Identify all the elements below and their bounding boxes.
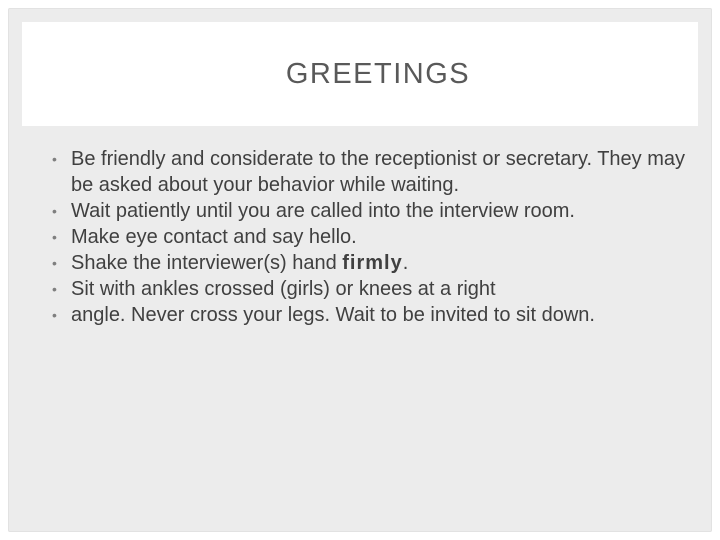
bullet-text: angle. Never cross your legs. Wait to be invited to sit down. <box>71 304 595 326</box>
list-item <box>52 198 692 224</box>
bullet-icon: • <box>52 229 57 245</box>
bullet-text: Wait patiently until you are called into the interview room. <box>71 200 575 222</box>
bullet-icon: • <box>52 151 57 167</box>
bullet-text: Be friendly and considerate to the receptionist or secretary. They may be asked about your behavior while waiting. <box>71 148 686 196</box>
bullet-icon: • <box>52 255 57 271</box>
bullet-text: Make eye contact and say hello. <box>71 226 357 248</box>
bullet-text-before: Shake the interviewer(s) hand <box>71 252 343 274</box>
bullet-text: Sit with ankles crossed (girls) or knees at a right <box>71 278 496 300</box>
list-item <box>52 276 692 302</box>
title-box <box>22 22 698 126</box>
bullet-text-after: . <box>402 252 409 274</box>
bullet-icon: • <box>52 203 57 219</box>
list-item <box>52 146 692 198</box>
bullet-list <box>52 146 692 328</box>
slide-title: GREETINGS <box>285 57 471 90</box>
list-item <box>52 302 692 328</box>
list-item <box>52 224 692 250</box>
bullet-emphasis: firmly <box>342 252 403 274</box>
list-item <box>52 250 692 276</box>
bullet-icon: • <box>52 281 57 297</box>
bullet-icon: • <box>52 307 57 323</box>
